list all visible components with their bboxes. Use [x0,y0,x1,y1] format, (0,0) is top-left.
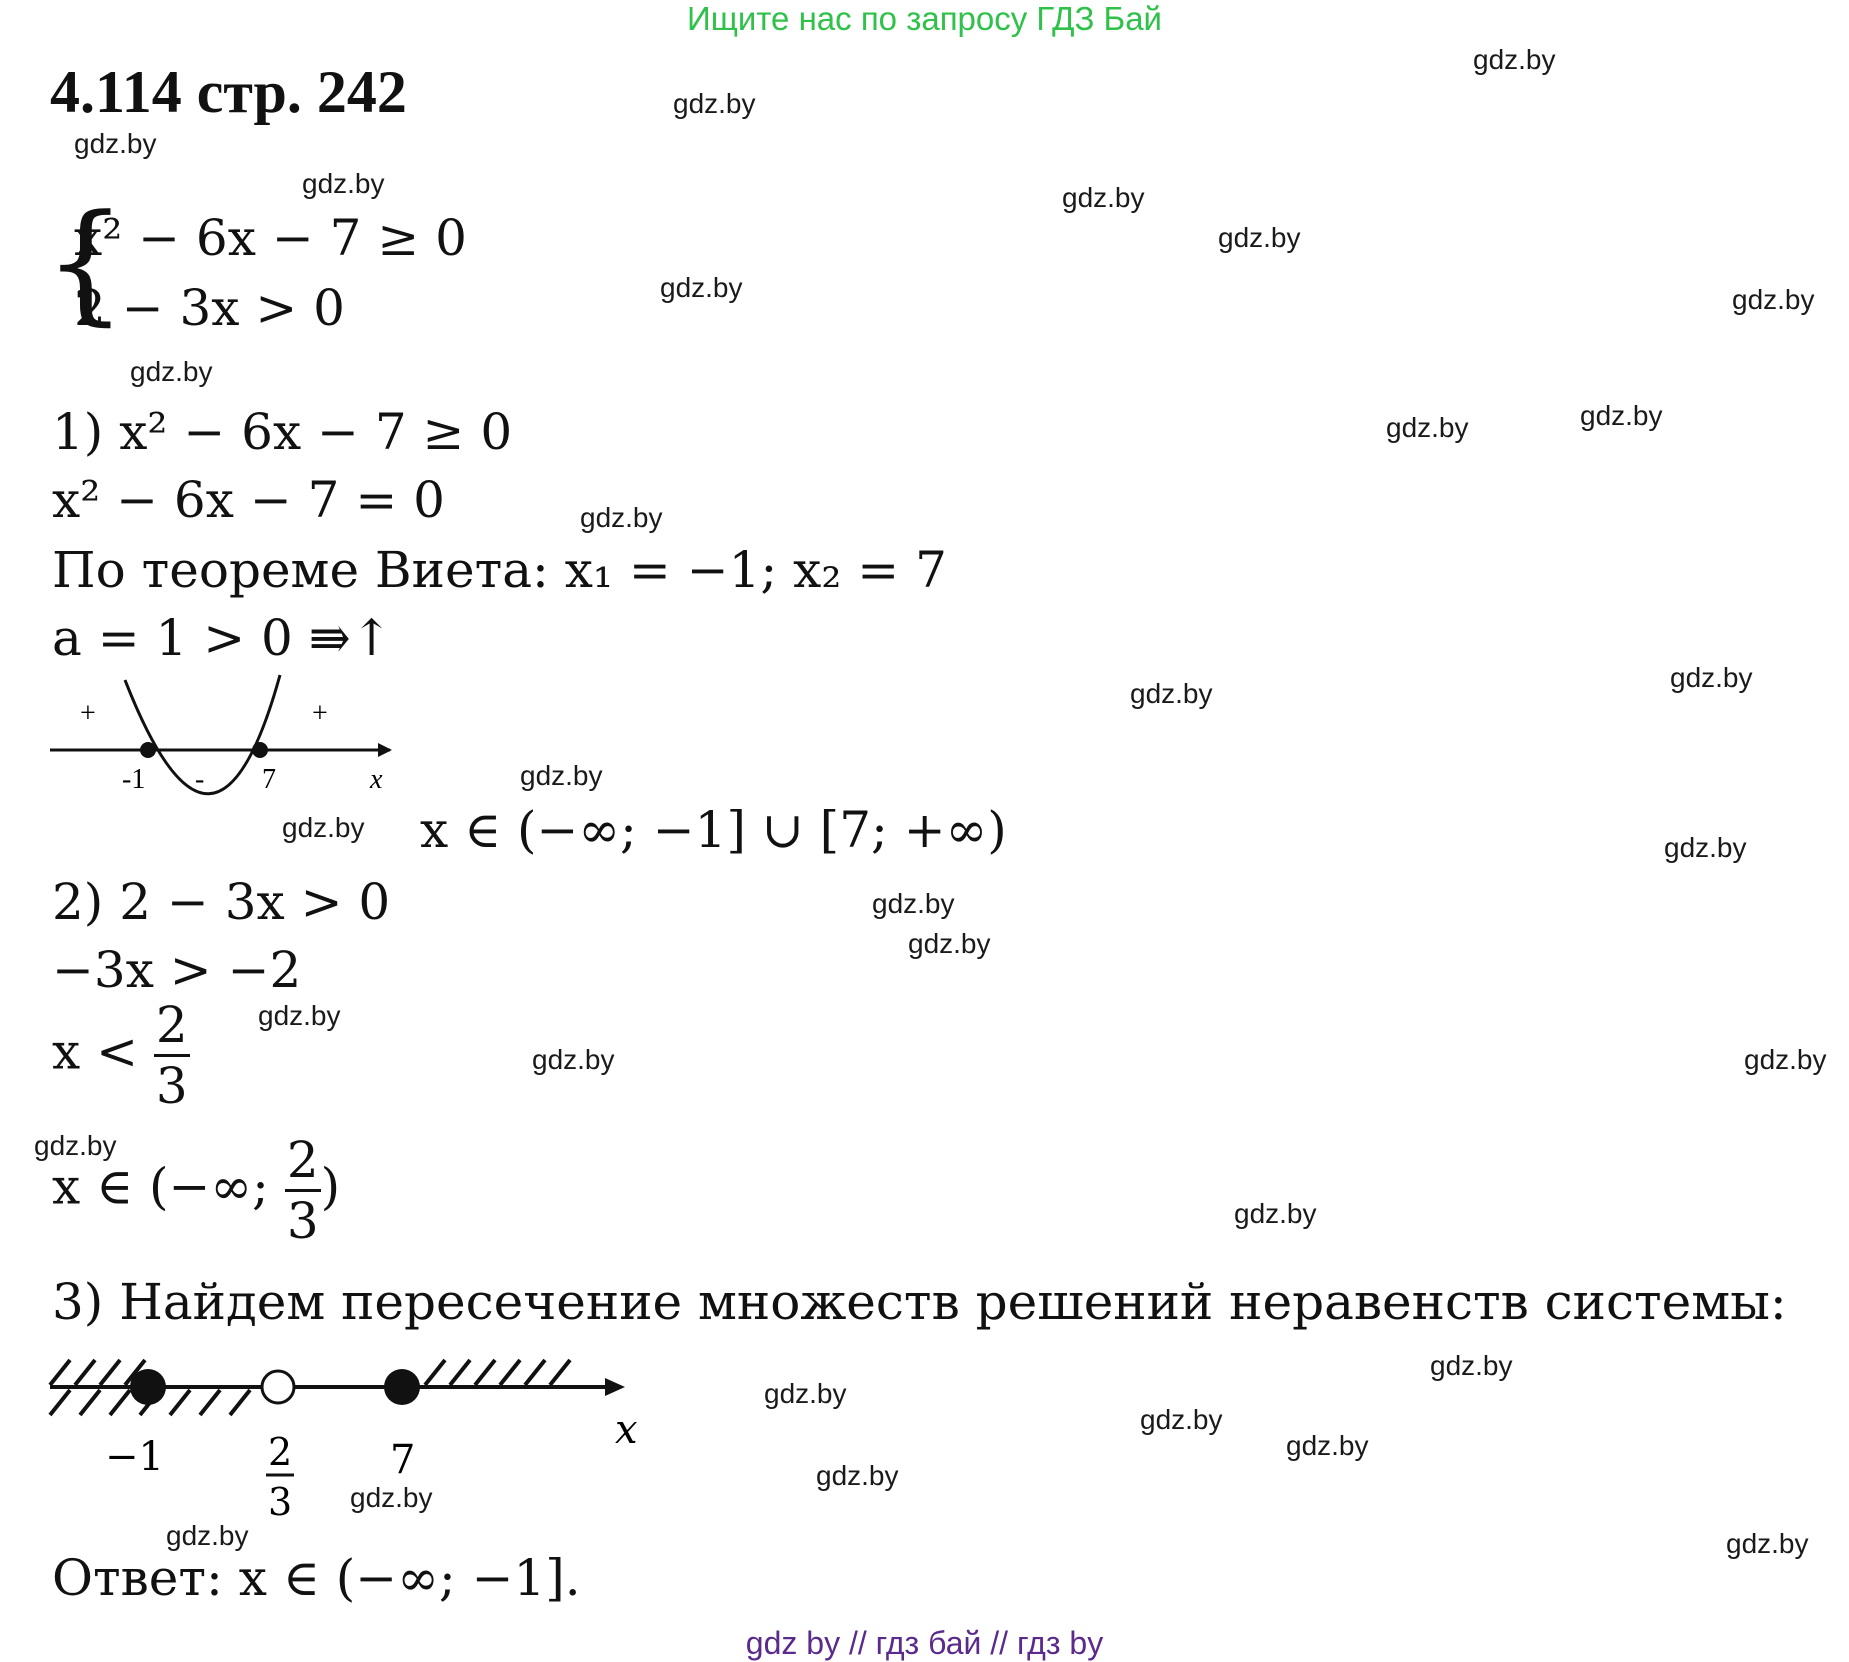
watermark: gdz.by [673,88,756,119]
watermark: gdz.by [130,356,213,387]
watermark: gdz.by [1386,412,1469,443]
step2-frac-num: 2 [155,996,188,1054]
watermark: gdz.by [1234,1198,1317,1229]
step2-line2: −3x > −2 [52,941,302,999]
step1-equation: x² − 6x − 7 = 0 [52,471,445,529]
watermark: gdz.by [816,1460,899,1491]
watermark: gdz.by [166,1520,249,1551]
step2-result-prefix: x ∈ (−∞; [52,1157,269,1216]
graph-root-left [140,742,156,758]
watermark: gdz.by [1670,662,1753,693]
step2-result-frac-den: 3 [286,1192,319,1250]
page-title: 4.114 стр. 242 [50,59,407,125]
watermark: gdz.by [282,812,365,843]
step2-result-fraction [285,1131,321,1250]
step2-result-frac-num: 2 [286,1131,319,1189]
watermark: gdz.by [258,1000,341,1031]
watermark: gdz.by [532,1044,615,1075]
graph-plus-right: + [312,698,328,729]
tick-frac-den: 3 [268,1480,293,1524]
step1-vieta: По теореме Виета: x₁ = −1; x₂ = 7 [52,541,947,599]
point-minus1 [130,1369,166,1405]
step2-line3 [52,996,190,1115]
system-line-2: 2 − 3x > 0 [74,279,345,337]
graph-tick-minus1: -1 [122,764,146,795]
watermark: gdz.by [1062,182,1145,213]
intersection-axis-arrow [605,1378,625,1396]
watermark: gdz.by [1130,678,1213,709]
watermark: gdz.by [350,1482,433,1513]
graph-axis-arrow [378,743,392,757]
watermark: gdz.by [764,1378,847,1409]
point-7 [384,1369,420,1405]
watermark: gdz.by [1140,1404,1223,1435]
answer: Ответ: x ∈ (−∞; −1]. [52,1549,581,1607]
watermark: gdz.by [908,928,991,959]
graph-tick-7: 7 [262,764,276,795]
step2-frac-den: 3 [155,1057,188,1115]
watermark: gdz.by [1744,1044,1827,1075]
watermark: gdz.by [1580,400,1663,431]
system-brace: { [44,186,127,338]
graph-plus-left: + [80,698,96,729]
watermark: gdz.by [1286,1430,1369,1461]
step3-label: 3) Найдем пересечение множеств решений неравенств системы: [52,1273,1787,1331]
watermark: gdz.by [660,272,743,303]
step2-result-suffix: ) [320,1157,341,1216]
intersection-axis-label: x [615,1407,638,1453]
watermark: gdz.by [1664,832,1747,863]
graph-minus: - [195,764,205,795]
graph-root-right [252,742,268,758]
hatch-right [425,1360,570,1385]
hatch-left-top [50,1360,145,1385]
point-two-thirds [262,1371,294,1403]
watermark: gdz.by [1430,1350,1513,1381]
watermark: gdz.by [302,168,385,199]
step2-line3-prefix: x < [52,1022,138,1081]
watermark: gdz.by [74,128,157,159]
watermark: gdz.by [1732,284,1815,315]
watermark: gdz.by [1218,222,1301,253]
graph-axis-label: x [370,764,383,795]
step1-label: 1) x² − 6x − 7 ≥ 0 [52,403,513,461]
tick-minus1: −1 [105,1434,164,1480]
watermark: gdz.by [1473,44,1556,75]
watermark: gdz.by [872,888,955,919]
watermark: gdz.by [580,502,663,533]
tick-7: 7 [390,1437,416,1483]
step1-result: x ∈ (−∞; −1] ∪ [7; +∞) [420,801,1007,859]
tick-frac-num: 2 [268,1430,293,1474]
watermark: gdz.by [1726,1528,1809,1559]
step2-label: 2) 2 − 3x > 0 [52,873,391,931]
step1-coef: a = 1 > 0 ⇛↑ [52,609,393,667]
watermark: gdz.by [34,1130,117,1161]
system-line-1: x² − 6x − 7 ≥ 0 [74,209,467,267]
top-banner: Ищите нас по запросу ГДЗ Бай [687,0,1162,37]
step2-fraction [154,996,190,1115]
footer-links[interactable]: gdz by // гдз бай // гдз by [745,1625,1104,1661]
intersection-graph [40,1345,640,1545]
watermark: gdz.by [520,760,603,791]
